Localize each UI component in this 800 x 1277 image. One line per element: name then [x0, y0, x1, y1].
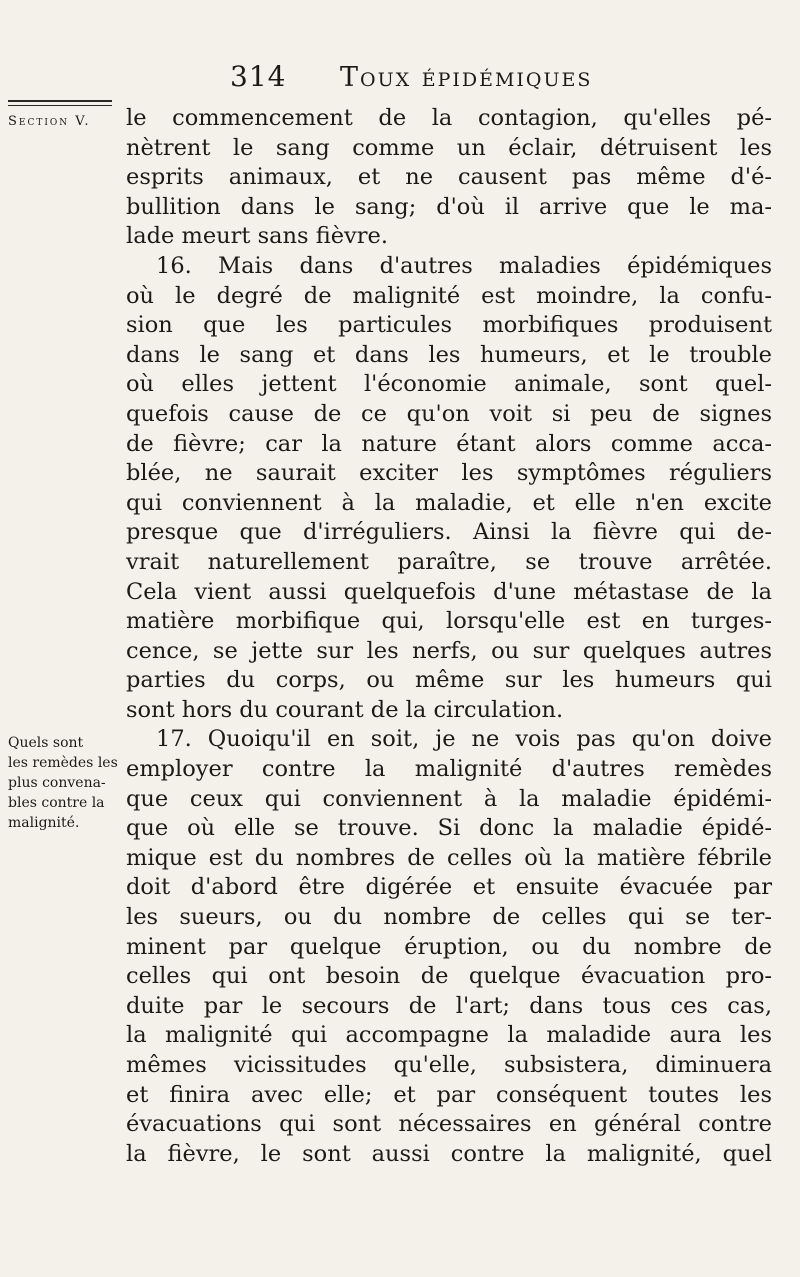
text-line: et finira avec elle; et par conséquent toutes les [126, 1081, 772, 1108]
text-line: la malignité qui accompagne la maladide aura les [126, 1022, 772, 1049]
text-line: mique est du nombres de celles où la matière fébrile [126, 844, 772, 871]
text-line: Cela vient aussi quelquefois d'une métastase de la [126, 578, 772, 605]
text-line: que ceux qui conviennent à la maladie épidémi- [126, 785, 772, 812]
text-line: nètrent le sang comme un éclair, détruisent les [126, 134, 772, 161]
margin-note [8, 733, 120, 833]
paragraph-16-start: 16. Mais dans d'autres maladies épidémiques [156, 252, 772, 279]
paragraph-17-start: 17. Quoiqu'il en soit, je ne vois pas qu'on doive [156, 726, 772, 753]
text-line: quefois cause de ce qu'on voit si peu de signes [126, 400, 772, 427]
margin-note-line: plus convena- [8, 775, 106, 791]
text-line: vrait naturellement paraître, se trouve arrêtée. [126, 548, 772, 575]
text-line: de fièvre; car la nature étant alors comme acca- [126, 430, 772, 457]
text-line: la fièvre, le sont aussi contre la malignité, quel [126, 1140, 772, 1167]
section-marker [8, 100, 112, 129]
margin-note-line: Quels sont [8, 735, 84, 751]
text-line: blée, ne saurait exciter les symptômes réguliers [126, 460, 772, 487]
text-line: évacuations qui sont nécessaires en général contre [126, 1111, 772, 1138]
text-line: bullition dans le sang; d'où il arrive que le ma- [126, 193, 772, 220]
text-line: parties du corps, ou même sur les humeurs qui [126, 667, 772, 694]
running-head [230, 60, 690, 100]
margin-note-line: bles contre la [8, 795, 105, 811]
section-label: Section V. [8, 114, 91, 129]
text-line: où le degré de malignité est moindre, la confu- [126, 282, 772, 309]
text-line: celles qui ont besoin de quelque évacuation pro- [126, 963, 772, 990]
text-line: le commencement de la contagion, qu'elles pé- [126, 105, 772, 131]
margin-note-line: les remèdes les [8, 755, 118, 771]
text-line: minent par quelque éruption, ou du nombre de [126, 933, 772, 960]
text-line: cence, se jette sur les nerfs, ou sur quelques autres [126, 637, 772, 664]
text-line: mêmes vicissitudes qu'elle, subsistera, diminuera [126, 1052, 772, 1078]
text-line: duite par le secours de l'art; dans tous ces cas, [126, 992, 772, 1019]
text-line: presque que d'irréguliers. Ainsi la fièvre qui de- [126, 519, 772, 546]
text-line: où elles jettent l'économie animale, sont quel- [126, 371, 772, 398]
section-rule [8, 100, 112, 102]
text-line: que où elle se trouve. Si donc la maladie épidé- [126, 815, 772, 842]
text-line: doit d'abord être digérée et ensuite évacuée par [126, 874, 772, 901]
text-line: sont hors du courant de la circulation. [126, 696, 564, 723]
section-rule-thin [8, 105, 112, 106]
page-number: 314 [230, 60, 287, 93]
text-line: matière morbifique qui, lorsqu'elle est en turges- [126, 608, 772, 635]
margin-note-line: malignité. [8, 815, 80, 831]
text-line: lade meurt sans fièvre. [126, 223, 388, 250]
text-line: esprits animaux, et ne causent pas même d'é- [126, 164, 772, 191]
text-line: sion que les particules morbifiques produisent [126, 312, 772, 339]
text-line: employer contre la malignité d'autres remèdes [126, 756, 772, 783]
body-text [126, 104, 772, 1169]
text-line: qui conviennent à la maladie, et elle n'en excite [126, 489, 772, 516]
running-title: Toux épidémiques [340, 62, 593, 93]
text-line: les sueurs, ou du nombre de celles qui se ter- [126, 904, 772, 931]
text-line: dans le sang et dans les humeurs, et le trouble [126, 341, 772, 368]
